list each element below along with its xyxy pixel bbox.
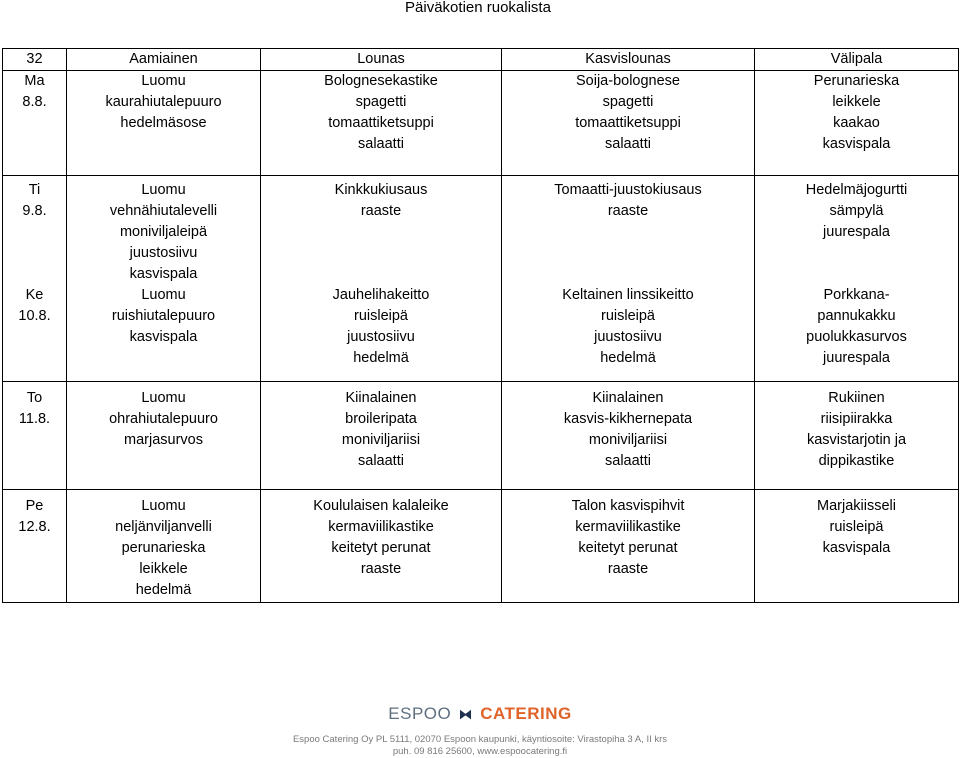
menu-item: raaste [360,560,402,577]
valipala-cell [755,489,959,602]
menu-table [2,48,959,603]
lounas-cell [261,489,502,602]
day-name: Pe [25,497,44,514]
kasvislounas-cell [502,71,755,176]
menu-item: Luomu [141,182,186,198]
day-cell [3,176,67,286]
menu-item: Luomu [141,389,186,406]
menu-item: leikkele [832,94,881,110]
day-date: 10.8. [18,308,51,324]
logo-text-catering: CATERING [480,704,572,723]
header-row [3,49,959,71]
aamiainen-cell [67,176,261,286]
menu-item: salaatti [605,136,651,152]
menu-item: spagetti [602,94,654,110]
espoo-catering-logo [0,704,960,724]
menu-item: marjasurvos [124,431,203,448]
valipala-cell [755,381,959,489]
menu-item: ruisleipä [601,308,655,324]
kasvislounas-cell [502,381,755,489]
week-number: 32 [3,49,67,71]
menu-item: ruisleipä [354,308,408,324]
menu-item: raaste [607,203,649,219]
column-header-kasvislounas: Kasvislounas [502,49,755,71]
menu-item: Koululaisen kalaleike [313,497,449,514]
day-row-tuesday [3,176,959,286]
menu-item: spagetti [355,94,407,110]
page-title: Päiväkotien ruokalista [405,0,551,16]
day-cell [3,489,67,602]
menu-item: ohrahiutalepuuro [109,410,218,427]
menu-item: pannukakku [817,308,896,324]
menu-item: Hedelmäjogurtti [805,182,908,198]
lounas-cell [261,381,502,489]
day-date: 9.8. [22,203,47,219]
menu-item: keitetyt perunat [331,539,431,556]
kasvislounas-cell [502,176,755,286]
menu-item: kasvispala [129,266,198,282]
lounas-cell [261,176,502,286]
day-row-wednesday [3,285,959,381]
menu-item: Kiinalainen [592,389,664,406]
valipala-cell [755,71,959,176]
menu-item: sämpylä [829,203,884,219]
day-name: Ke [25,287,44,303]
menu-item: kasvis-kikhernepata [563,410,693,427]
menu-item: juurespala [823,224,890,240]
address-line: Espoo Catering Oy PL 5111, 02070 Espoon kaupunki, käyntiosoite: Virastopiha 3 A, II krs [292,734,668,745]
menu-item: Jauhelihakeitto [332,287,430,303]
menu-item: ruishiutalepuuro [111,308,216,324]
menu-item: dippikastike [818,452,895,469]
menu-item: moniviljaleipä [119,224,208,240]
aamiainen-cell [67,381,261,489]
kasvislounas-cell [502,489,755,602]
day-row-monday [3,71,959,176]
menu-item: Keltainen linssikeitto [562,287,694,303]
menu-item: kasvispala [822,136,891,152]
menu-item: Bolognesekastike [324,73,438,89]
day-name: To [26,389,43,406]
menu-item: hedelmä [353,350,409,366]
kasvislounas-cell [502,285,755,381]
menu-item: juustosiivu [129,245,198,261]
bowtie-icon: ⧓ [458,706,473,722]
menu-item: Luomu [141,73,186,89]
menu-item: Kinkkukiusaus [334,182,428,198]
footer-address [0,734,960,758]
menu-item: Tomaatti-juustokiusaus [554,182,702,198]
day-cell [3,381,67,489]
menu-item: kasvispala [822,539,891,556]
menu-item: kermaviilikastike [575,518,681,535]
contact-line: puh. 09 816 25600, www.espoocatering.fi [392,746,568,757]
menu-item: keitetyt perunat [578,539,678,556]
day-date: 11.8. [18,410,51,427]
menu-item: ruisleipä [829,518,884,535]
menu-item: puolukkasurvos [806,329,907,345]
menu-item: kasvispala [129,329,198,345]
menu-item: vehnähiutalevelli [109,203,218,219]
column-header-aamiainen: Aamiainen [67,49,261,71]
menu-item: moniviljariisi [341,431,421,448]
menu-item: kermaviilikastike [328,518,434,535]
menu-item: salaatti [358,452,404,469]
menu-item: juurespala [823,350,890,366]
menu-item: juustosiivu [594,329,662,345]
menu-item: leikkele [139,560,188,577]
day-name: Ma [24,73,45,89]
day-cell [3,71,67,176]
menu-item: salaatti [358,136,404,152]
day-cell [3,285,67,381]
aamiainen-cell [67,285,261,381]
menu-item: Porkkana- [823,287,890,303]
menu-item: Soija-bolognese [576,73,680,89]
menu-item: riisipiirakka [820,410,893,427]
menu-item: hedelmäsose [120,115,207,131]
menu-item: perunarieska [121,539,206,556]
menu-item: salaatti [605,452,651,469]
aamiainen-cell [67,489,261,602]
menu-item: kaakao [833,115,880,131]
column-header-valipala: Välipala [755,49,959,71]
day-row-friday [3,489,959,602]
menu-item: neljänviljanvelli [115,518,212,535]
day-date: 8.8. [22,94,47,110]
menu-item: Talon kasvispihvit [571,497,685,514]
day-name: Ti [28,182,41,198]
menu-item: tomaattiketsuppi [328,115,434,131]
menu-item: Perunarieska [813,73,900,89]
menu-item: tomaattiketsuppi [575,115,681,131]
lounas-cell [261,285,502,381]
menu-item: broileripata [345,410,417,427]
menu-item: hedelmä [135,581,192,598]
valipala-cell [755,176,959,286]
menu-item: moniviljariisi [588,431,668,448]
menu-item: juustosiivu [347,329,415,345]
aamiainen-cell [67,71,261,176]
valipala-cell [755,285,959,381]
menu-item: Marjakiisseli [817,497,896,514]
menu-item: kasvistarjotin ja [806,431,907,448]
menu-item: raaste [360,203,402,219]
menu-item: Kiinalainen [345,389,417,406]
menu-item: hedelmä [600,350,656,366]
menu-item: kaurahiutalepuuro [105,94,222,110]
menu-item: raaste [607,560,649,577]
column-header-lounas: Lounas [261,49,502,71]
day-date: 12.8. [18,518,51,535]
logo-text-espoo: ESPOO [388,704,452,723]
menu-item: Rukiinen [828,389,885,406]
day-row-thursday [3,381,959,489]
menu-item: Luomu [141,287,186,303]
lounas-cell [261,71,502,176]
menu-item: Luomu [141,497,186,514]
